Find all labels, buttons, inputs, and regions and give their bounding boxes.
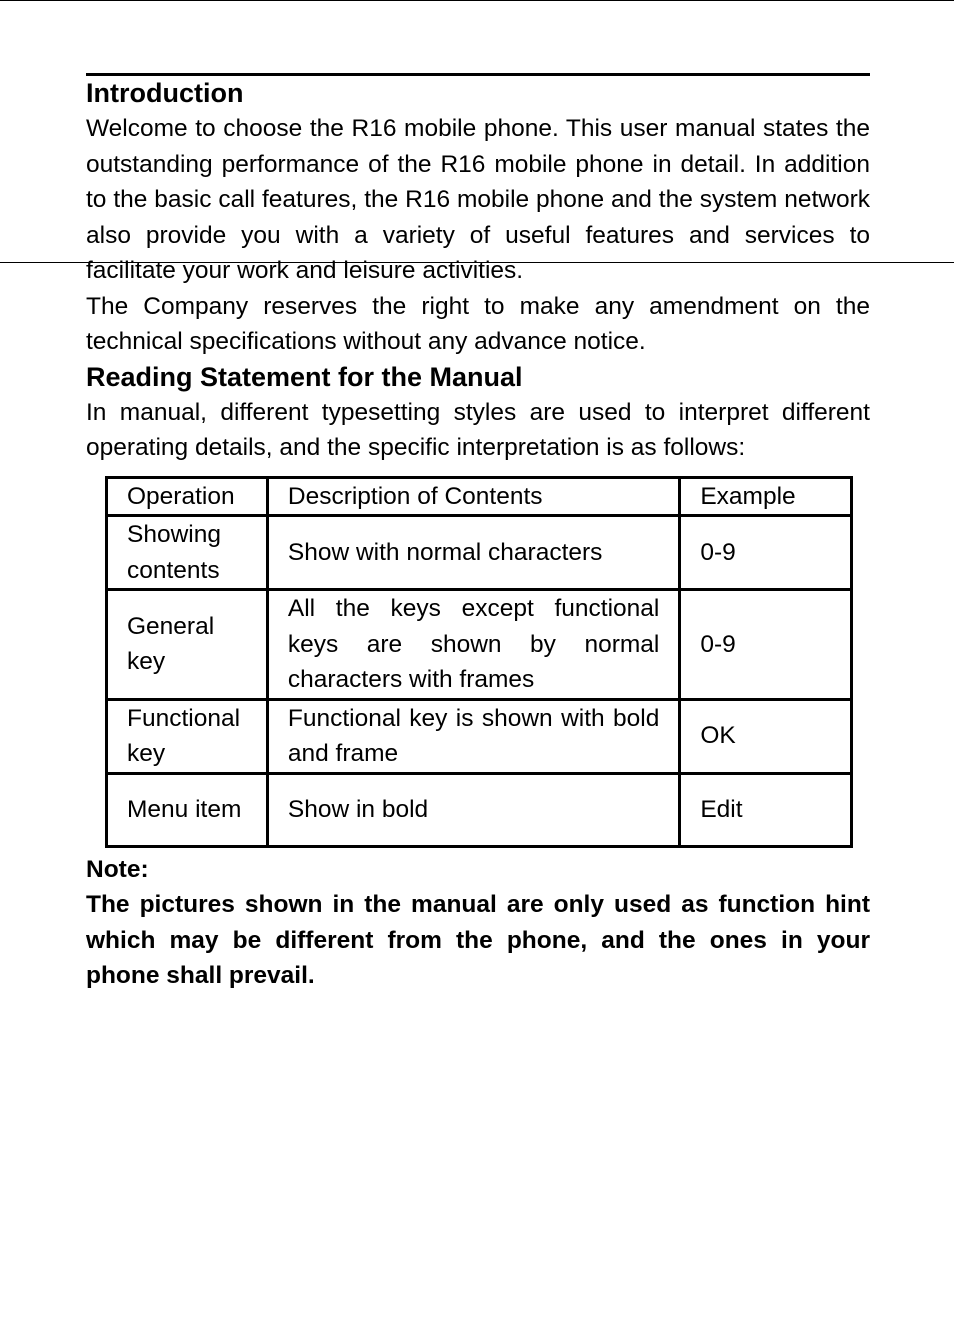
- introduction-heading: Introduction: [86, 78, 244, 108]
- column-header-example: Example: [680, 477, 852, 516]
- table-row: [107, 516, 852, 590]
- table-row: [107, 773, 852, 846]
- description-cell: Show in bold: [267, 773, 679, 846]
- operation-cell: Functional key: [107, 699, 268, 773]
- example-cell: OK: [680, 699, 852, 773]
- note-label: Note:: [86, 855, 149, 883]
- table-row: [107, 590, 852, 700]
- table-row: [107, 699, 852, 773]
- note-text: The pictures shown in the manual are only used as function hint which may be different from the phone, and the ones in your phone shall prevail.: [86, 891, 870, 989]
- operation-cell: Menu item: [107, 773, 268, 846]
- example-cell: 0-9: [680, 516, 852, 590]
- typesetting-styles-table: [105, 476, 853, 848]
- manual-page-content: [86, 73, 870, 994]
- description-cell: Show with normal characters: [267, 516, 679, 590]
- reading-statement-paragraph: In manual, different typesetting styles are used to interpret different operating details, and the specific interpretation is as follows:: [86, 398, 870, 461]
- operation-cell: Showing contents: [107, 516, 268, 590]
- introduction-paragraph-1: Welcome to choose the R16 mobile phone. This user manual states the outstanding performance of the R16 mobile phone in detail. In addition to the basic call features, the R16 mobile phone and the system network also provide you with a variety of useful features and services to facilitate your work and leisure activities.: [86, 115, 870, 284]
- description-cell: All the keys except functional keys are shown by normal characters with frames: [267, 590, 679, 700]
- example-cell: 0-9: [680, 590, 852, 700]
- column-header-description: Description of Contents: [267, 477, 679, 516]
- table-header-row: [107, 477, 852, 516]
- introduction-paragraph-2: The Company reserves the right to make any amendment on the technical specifications without any advance notice.: [86, 292, 870, 355]
- operation-cell: General key: [107, 590, 268, 700]
- example-cell: Edit: [680, 773, 852, 846]
- reading-statement-heading: Reading Statement for the Manual: [86, 361, 523, 392]
- page-top-border: [0, 0, 954, 1]
- column-header-operation: Operation: [107, 477, 268, 516]
- description-cell: Functional key is shown with bold and frame: [267, 699, 679, 773]
